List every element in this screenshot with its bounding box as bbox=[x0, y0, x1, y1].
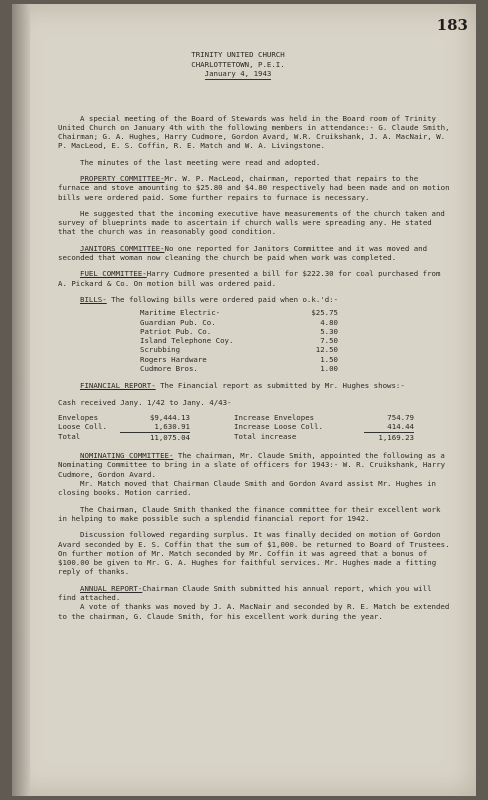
increase-value: 414.44 bbox=[387, 422, 414, 432]
annual-paragraph bbox=[58, 584, 450, 603]
janitors-heading: JANITORS COMMITTEE- bbox=[80, 243, 165, 253]
receipt-total: 11,075.04 bbox=[120, 432, 190, 442]
meeting-date: January 4, 1943 bbox=[204, 69, 272, 78]
page-binding bbox=[12, 4, 30, 796]
bill-name: Maritime Electric- bbox=[140, 308, 221, 318]
minutes-paragraph: The minutes of the last meeting were read and adopted. bbox=[80, 157, 321, 167]
bills-paragraph bbox=[58, 295, 450, 304]
bill-amount: 12.50 bbox=[315, 345, 338, 355]
nominating-paragraph-2: Mr. Match moved that Chairman Claude Smith and Gordon Avard assist Mr. Hughes in closing books. Motion carried. bbox=[58, 479, 436, 498]
bill-name: Island Telephone Coy. bbox=[140, 336, 234, 346]
financial-text: The Financial report as submitted by Mr. Hughes shows:- bbox=[160, 381, 405, 391]
bill-name: Cudmore Bros. bbox=[140, 364, 198, 374]
annual-text: Chairman Claude Smith submitted his annual report, which you will find attached. bbox=[58, 583, 432, 602]
increase-label: Increase Envelopes bbox=[234, 412, 315, 422]
intro-paragraph: A special meeting of the Board of Stewards was held in the Board room of Trinity United Church on January 4th with the following members in attendance:- G. Claude Smith, Chairman; G. A. Hughes, Harry Cudmore, Gordon Avard, W.R. Cruikshank, J. A. MacNair, W. P. MacLeod, E. S. Coffin, R. E. Match and W. A. Livingstone. bbox=[58, 113, 450, 151]
receipt-label: Loose Coll. bbox=[58, 422, 107, 432]
surplus-paragraph: Discussion followed regarding surplus. It was finally decided on motion of Gordon Avard seconded by E. S. Coffin that the sum of $1,000. be returned to Board of Trustees. On further motion of Mr. Match seconded by Mr. Coffin it was agreed that a bonus of $100.00 be given to Mr. G. A. Hughes for faithful services. Mr. Hughes made a fitting reply of thanks. bbox=[58, 530, 450, 577]
receipt-value: $9,444.13 bbox=[149, 412, 190, 422]
bill-amount: $25.75 bbox=[311, 308, 338, 318]
fuel-heading: FUEL COMMITTEE- bbox=[80, 269, 147, 279]
bill-amount: 5.30 bbox=[320, 326, 338, 336]
annual-heading: ANNUAL REPORT- bbox=[80, 583, 143, 593]
bill-amount: 1.00 bbox=[320, 364, 338, 374]
bills-heading: BILLS- bbox=[80, 294, 107, 304]
janitors-text: No one reported for Janitors Committee and it was moved and seconded that woman now cleaning the church be paid when work was completed. bbox=[58, 243, 428, 263]
ledger-page bbox=[12, 4, 476, 796]
cash-received-line: Cash received Jany. 1/42 to Jany. 4/43- bbox=[58, 397, 232, 407]
bill-row bbox=[140, 355, 450, 364]
financial-table bbox=[58, 413, 450, 442]
bill-amount: 4.80 bbox=[320, 317, 338, 327]
bill-row bbox=[140, 345, 450, 354]
bill-row bbox=[140, 308, 450, 317]
property-paragraph-2: He suggested that the incoming executive have measurements of the church taken and survey of blueprints made to ascertain if church walls were spreading any. He stated that the church was in reasonably good condition. bbox=[58, 208, 445, 237]
annual-paragraph-2: A vote of thanks was moved by J. A. MacNair and seconded by R. E. Match be extended to the chairman, G. Claude Smith, for his excellent work during the year. bbox=[58, 602, 450, 621]
financial-paragraph bbox=[58, 381, 450, 390]
nominating-heading: NOMINATING COMMITTEE- bbox=[80, 451, 174, 461]
bill-name: Scrubbing bbox=[140, 345, 181, 355]
increase-label: Increase Loose Coll. bbox=[234, 422, 323, 432]
fuel-text: Harry Cudmore presented a bill for $222.30 for coal purchased from A. Pickard & Co. On motion bill was ordered paid. bbox=[58, 269, 441, 288]
nominating-text: The chairman, Mr. Claude Smith, appointed the following as a Nominating Committee to bring in a slate of officers for 1943:- W. R. Cruikshank, Harry Cudmore, Gordon Avard. bbox=[58, 451, 446, 479]
increase-column bbox=[234, 413, 414, 442]
property-text: Mr. W. P. MacLeod, chairman, reported that repairs to the furnace and stove amounting to $25.80 and $4.80 respectively had been made and on motion bills were ordered paid. Some further repairs to furnace is necessary. bbox=[58, 173, 450, 202]
church-name: TRINITY UNITED CHURCH bbox=[191, 50, 285, 59]
nominating-paragraph bbox=[58, 451, 450, 479]
bill-amount: 1.50 bbox=[320, 354, 338, 364]
increase-value: 754.79 bbox=[387, 412, 414, 422]
bill-name: Rogers Hardware bbox=[140, 354, 207, 364]
bill-row bbox=[140, 364, 450, 373]
document-header bbox=[128, 50, 348, 80]
receipt-label: Total bbox=[58, 431, 81, 441]
increase-total: 1,169.23 bbox=[364, 432, 414, 442]
fuel-paragraph bbox=[58, 269, 450, 288]
page-number: 183 bbox=[436, 16, 468, 34]
janitors-paragraph bbox=[58, 244, 450, 263]
financial-heading: FINANCIAL REPORT- bbox=[80, 381, 156, 391]
minutes-content bbox=[58, 50, 450, 628]
bill-amount: 7.50 bbox=[320, 336, 338, 346]
receipts-column bbox=[58, 413, 190, 442]
property-paragraph bbox=[58, 174, 450, 202]
bill-name: Guardian Pub. Co. bbox=[140, 317, 216, 327]
receipt-label: Envelopes bbox=[58, 412, 99, 422]
thanks-paragraph: The Chairman, Claude Smith thanked the finance committee for their excellent work in helping to make possible such a splendid financial report for 1942. bbox=[58, 504, 441, 523]
bill-row bbox=[140, 327, 450, 336]
bill-row bbox=[140, 318, 450, 327]
bill-row bbox=[140, 336, 450, 345]
property-heading: PROPERTY COMMITTEE- bbox=[80, 173, 165, 183]
receipt-value: 1,630.91 bbox=[154, 422, 190, 432]
bills-list bbox=[140, 308, 450, 373]
church-city: CHARLOTTETOWN, P.E.I. bbox=[191, 59, 285, 69]
bill-name: Patriot Pub. Co. bbox=[140, 326, 212, 336]
increase-label: Total increase bbox=[234, 431, 297, 441]
bills-text: The following bills were ordered paid when o.k.'d:- bbox=[111, 294, 339, 304]
